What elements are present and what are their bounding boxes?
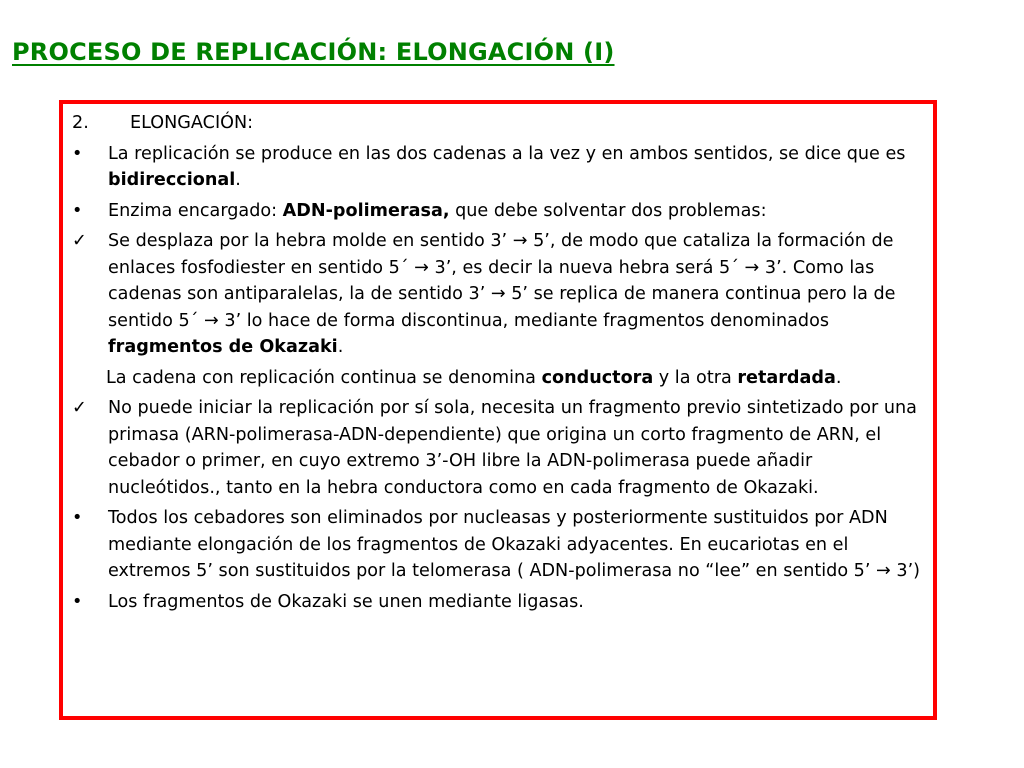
text-part: . bbox=[235, 170, 241, 190]
bold-term: ADN-polimerasa, bbox=[282, 200, 450, 221]
bullet-icon: • bbox=[72, 591, 83, 612]
text-part: La cadena con replicación continua se denomina bbox=[106, 367, 542, 388]
content bbox=[70, 110, 930, 619]
section-number: 2. bbox=[72, 113, 89, 133]
bold-term: conductora bbox=[541, 367, 654, 388]
list-item bbox=[70, 505, 930, 585]
text-part: La replicación se produce en las dos cadenas a la vez y en ambos sentidos, se dice que es bbox=[108, 143, 906, 164]
page-title: PROCESO DE REPLICACIÓN: ELONGACIÓN (I) bbox=[12, 38, 615, 66]
section-colon: : bbox=[247, 113, 254, 133]
text-part: . bbox=[337, 337, 344, 357]
section-heading bbox=[70, 110, 930, 137]
bullet-icon: • bbox=[72, 143, 83, 164]
list-item bbox=[70, 198, 930, 225]
bold-term: bidireccional bbox=[108, 170, 236, 190]
text-part: Enzima encargado: bbox=[108, 200, 283, 221]
list-item bbox=[70, 395, 930, 501]
bullet-icon: • bbox=[72, 200, 83, 221]
text-part: Todos los cebadores son eliminados por nucleasas y posteriormente sustituidos por ADN mediante elongación de los fragmentos de Okazaki adyacentes. En eucariotas en el extremos 5’ son sustituidos por la telomerasa ( ADN-polimerasa no “lee” en sentido 5’ → 3’) bbox=[108, 508, 921, 581]
text-part: Los fragmentos de Okazaki se unen mediante ligasas. bbox=[108, 591, 584, 612]
text-part: y la otra bbox=[653, 367, 738, 388]
list-item bbox=[70, 589, 930, 616]
text-part: Se desplaza por la hebra molde en sentido 3’ → 5’, de modo que cataliza la formación de enlaces fosfodiester en sentido 5´ → 3’, es decir la nueva hebra será 5´ → 3’. Como las cadenas son antiparalelas, la de sentido 3’ → 5’ se replica de manera continua pero la de sentido 5´ → 3’ lo hace de forma discontinua, mediante fragmentos denominados bbox=[108, 231, 896, 331]
text-part: . bbox=[835, 367, 842, 388]
bullet-icon: • bbox=[72, 508, 83, 528]
list-item bbox=[70, 141, 930, 194]
text-part: No puede iniciar la replicación por sí sola, necesita un fragmento previo sintetizado por una primasa (ARN-polimerasa-ADN-dependiente) que origina un corto fragmento de ARN, el cebador o primer, en cuyo extremo 3’-OH libre la ADN-polimerasa puede añadir nucleótidos., tanto en la hebra conductora como en cada fragmento de Okazaki. bbox=[108, 398, 917, 498]
text-part: que debe solventar dos problemas: bbox=[449, 200, 767, 221]
section-label: ELONGACIÓN bbox=[130, 113, 248, 133]
checkmark-icon: ✓ bbox=[72, 231, 87, 251]
bold-term: retardada bbox=[737, 367, 836, 388]
checkmark-icon: ✓ bbox=[72, 398, 87, 418]
paragraph bbox=[70, 365, 930, 392]
bold-term: fragmentos de Okazaki bbox=[108, 337, 338, 357]
list-item bbox=[70, 228, 930, 361]
